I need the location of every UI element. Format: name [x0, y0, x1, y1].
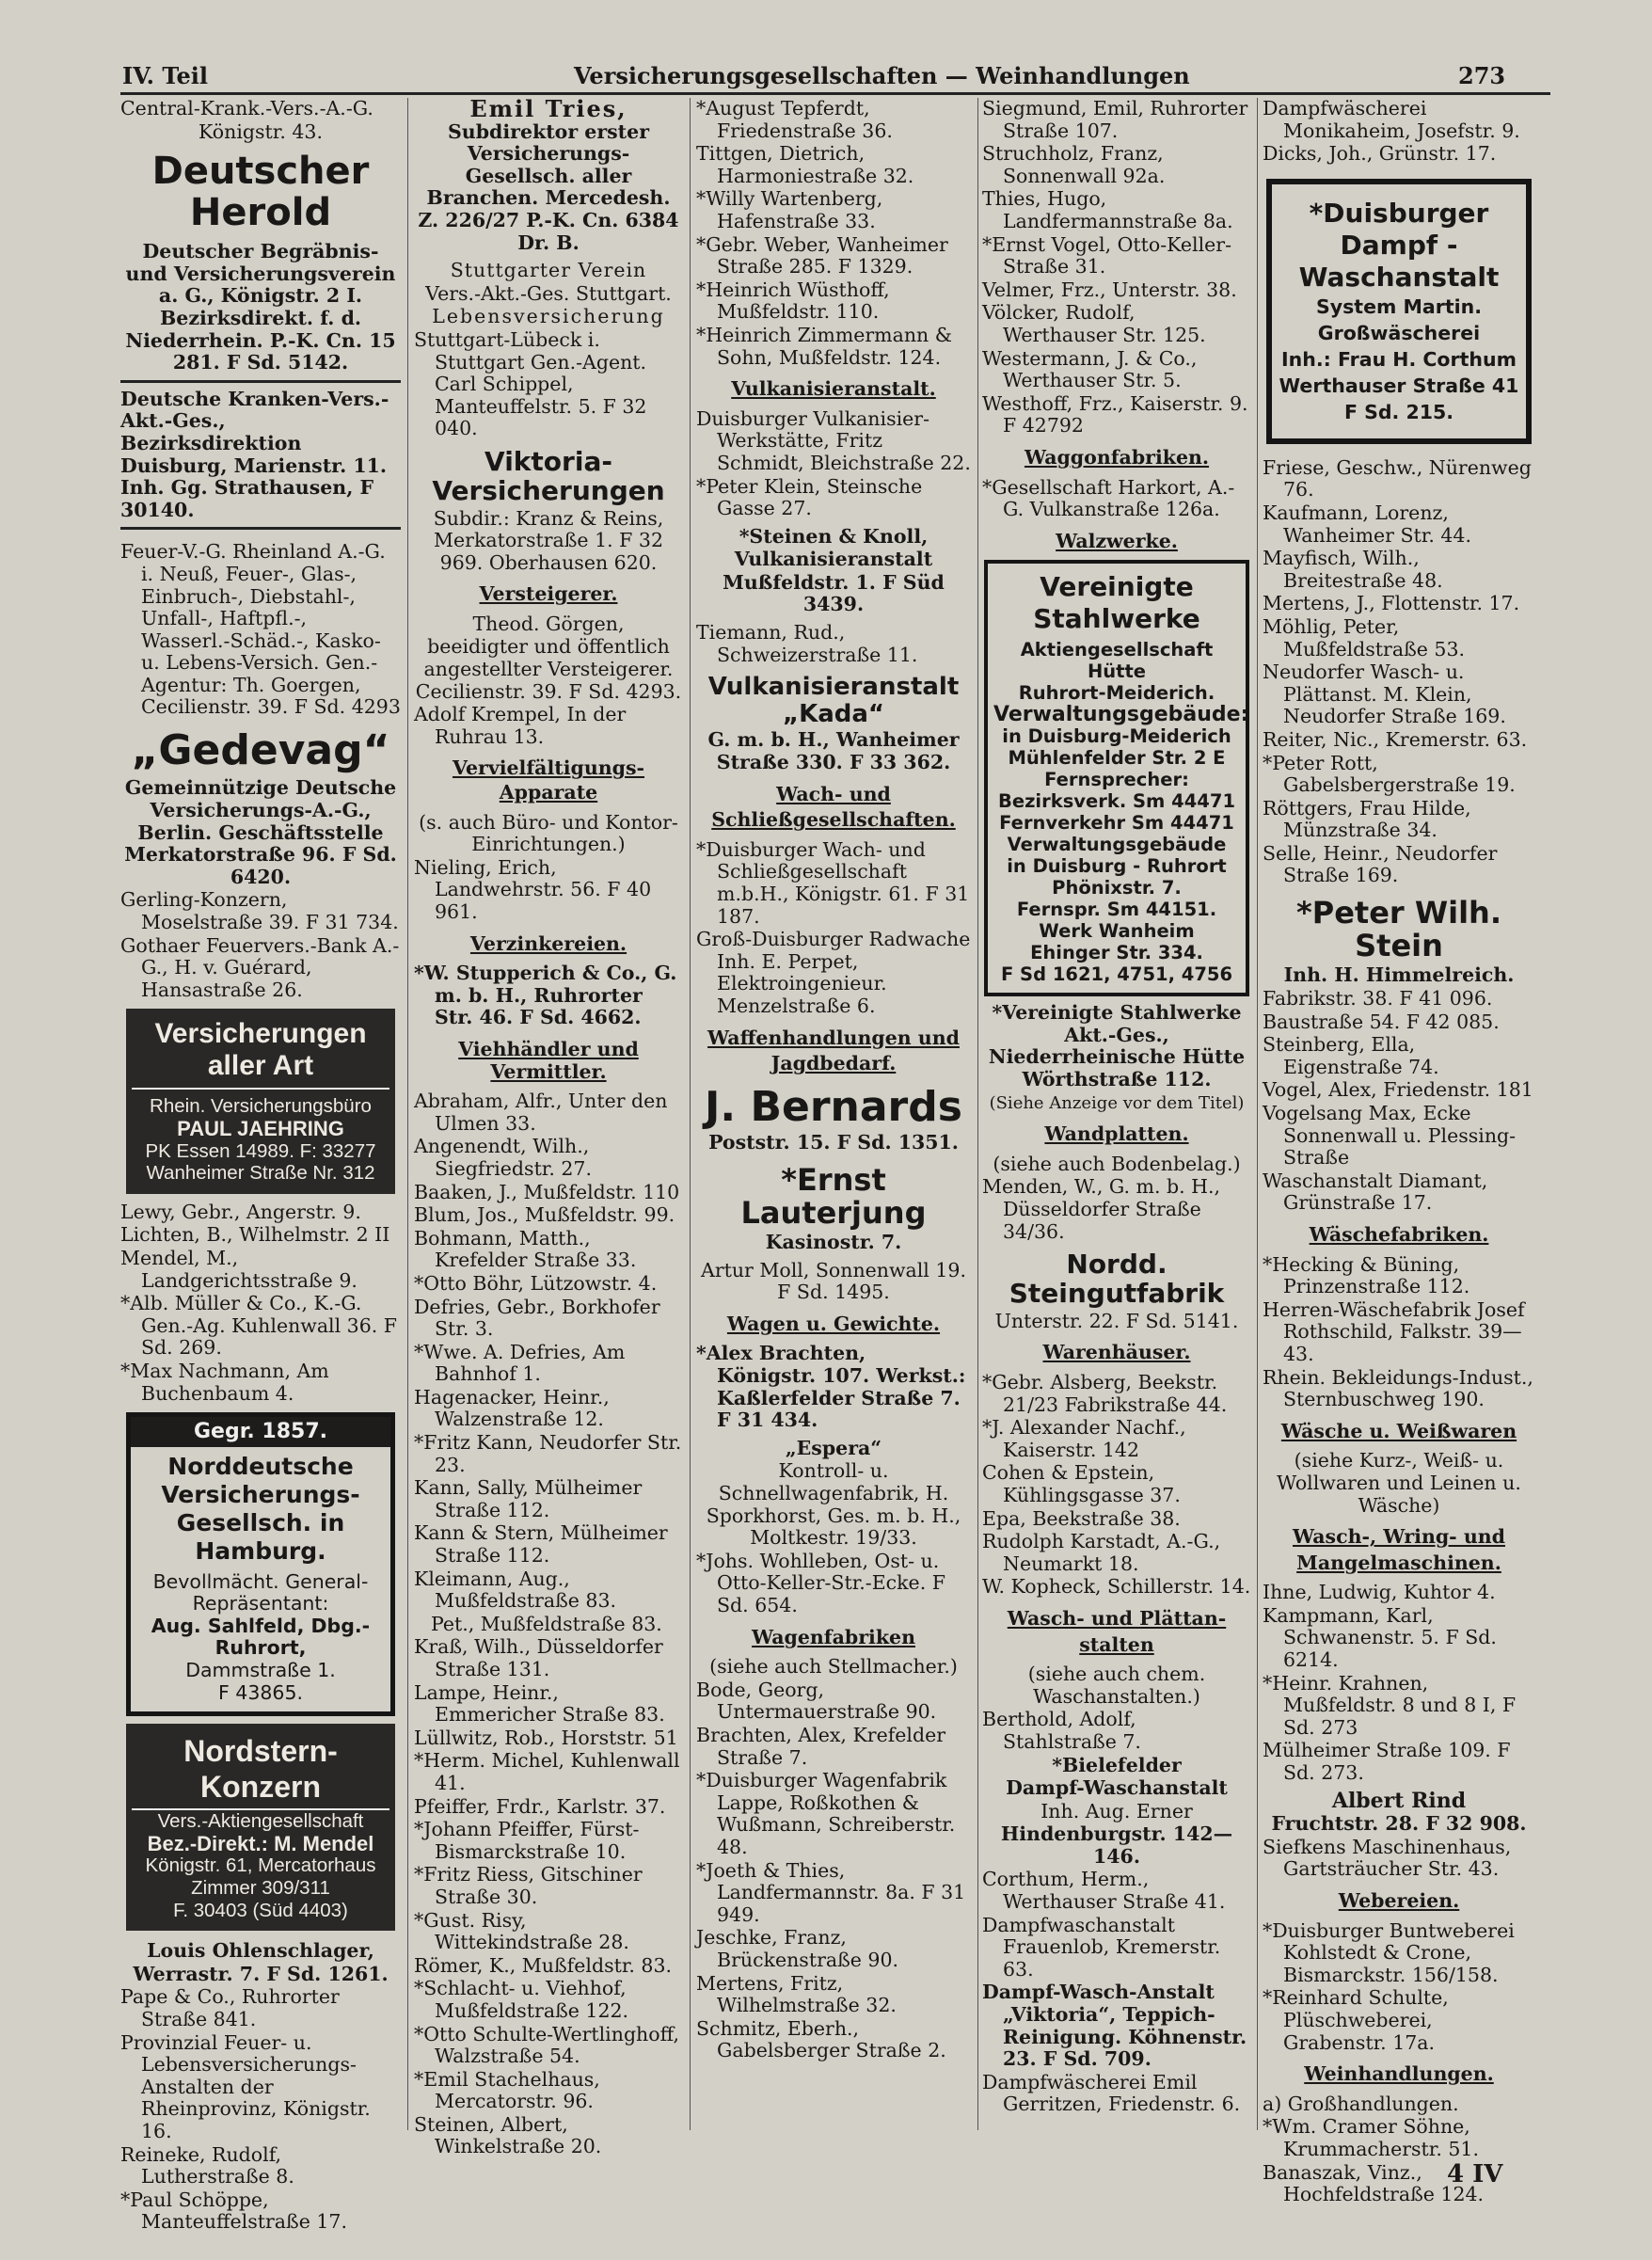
listing: Abraham, Alfr., Unter den Ulmen 33.	[414, 1090, 668, 1135]
listing: Hagenacker, Heinr., Walzenstraße 12.	[414, 1385, 610, 1431]
section-heading: Webereien.	[1338, 1889, 1460, 1912]
listing: Werrastr. 7. F Sd. 1261.	[133, 1962, 389, 1985]
advert-duisburger-dampf-waschanstalt	[1266, 179, 1532, 444]
listing: Steinberg, Ella, Eigenstraße 74.	[1263, 1033, 1439, 1078]
section-heading: Apparate	[499, 781, 598, 804]
ad-line: Hütte	[1087, 660, 1147, 683]
ad-line: Bez.-Direkt.: M. Mendel	[147, 1831, 374, 1855]
ad-text: Gemeinnützige Deutsche Versicherungs-A.-G., Berlin. Geschäftsstelle Merkatorstraße 96. F Sd. 6420.	[124, 776, 397, 888]
column-divider	[977, 98, 978, 2130]
listing: Vulkanisieranstalt	[734, 548, 933, 571]
section-heading: Wach- und	[776, 782, 891, 805]
ad-line: F Sd. 215.	[1343, 400, 1454, 423]
section-heading: Jagdbedarf.	[770, 1052, 897, 1075]
listing: *Johs. Wohlleben, Ost- u. Otto-Keller-Str.-Ecke. F Sd. 654.	[696, 1549, 945, 1617]
listing: Vogelsang Max, Ecke Sonnenwall u. Plessing-Straße	[1263, 1102, 1517, 1170]
header-rule	[120, 92, 1550, 95]
ad-line: Zimmer 309/311	[191, 1877, 330, 1900]
listing: Kleimann, Aug., Mußfeldstraße 83.	[414, 1567, 617, 1613]
listing: Baaken, J., Mußfeldstr. 110	[414, 1180, 680, 1203]
section-heading: Wäsche u. Weißwaren	[1280, 1419, 1517, 1442]
listing: *Peter Klein, Steinsche Gasse 27.	[696, 474, 923, 520]
running-header	[122, 62, 1524, 92]
listing: Hindenburgstr. 142—146.	[1000, 1822, 1233, 1868]
ad-heading: *Ernst Lauterjung	[740, 1161, 927, 1231]
listing: *Peter Rott, Gabelsbergerstraße 19.	[1263, 751, 1516, 797]
listing: a) Großhandlungen.	[1263, 2092, 1459, 2115]
listing: *Otto Böhr, Lützowstr. 4.	[414, 1271, 658, 1295]
column-2	[414, 95, 683, 2168]
listing: *Duisburger Buntweberei Kohlstedt & Crone, Bismarckstr. 156/158.	[1263, 1918, 1515, 1986]
ad-line: Bevollmächt. General-Repräsentant:	[152, 1569, 369, 1615]
ad-title: Dampf - Waschanstalt	[1298, 229, 1500, 293]
listing: *Reinhard Schulte, Plüschweberei, Grabenstr. 17a.	[1263, 1986, 1449, 2054]
listing: Neudorfer Wasch- u. Plättanst. M. Klein, Neudorfer Straße 169.	[1263, 660, 1506, 728]
listing: Mayfisch, Wilh., Breitestraße 48.	[1263, 547, 1443, 592]
ad-line: Fernspr. Sm 44151.	[1016, 899, 1217, 921]
column-divider	[690, 98, 691, 2130]
listing: Provinzial Feuer- u. Lebensversicherungs-Anstalten der Rheinprovinz, Königstr. 16.	[120, 2030, 371, 2142]
listing: Duisburger Vulkanisier-Werkstätte, Fritz Schmidt, Bleichstraße 22.	[696, 406, 971, 474]
listing: Defries, Gebr., Borkhofer Str. 3.	[414, 1295, 660, 1341]
ad-heading: „Espera“	[785, 1436, 882, 1459]
listing: *J. Alexander Nachf., Kaiserstr. 142	[982, 1416, 1186, 1461]
listing: Mendel, M., Landgerichtsstraße 9.	[120, 1246, 357, 1292]
ad-line: in Duisburg - Ruhrort	[1007, 855, 1227, 878]
ad-line: Mühlenfelder Str. 2 E	[1008, 747, 1226, 770]
listing: Adolf Krempel, In der Ruhrau 13.	[414, 703, 627, 748]
listing: Thies, Hugo, Landfermannstraße 8a.	[982, 187, 1233, 232]
ad-text: Deutscher Begräbnis- und Versicherungsverein a. G., Königstr. 2 I. Bezirksdirekt. f. d. Niederrhein. P.-K. Cn. 15 281. F Sd. 5142.	[125, 240, 396, 374]
listing: Pet., Mußfeldstraße 83.	[431, 1612, 662, 1635]
listing: Mußfeldstr. 1. F Süd 3439.	[723, 570, 945, 616]
ad-line: Großwäscherei	[1317, 321, 1481, 344]
listing: Dicks, Joh., Grünstr. 17.	[1263, 142, 1497, 166]
listing: Reiter, Nic., Kremerstr. 63.	[1263, 727, 1528, 751]
listing: Lampe, Heinr., Emmericher Straße 83.	[414, 1680, 665, 1727]
advert-norddeutsche	[126, 1412, 395, 1716]
advert-vereinigte-stahlwerke	[984, 560, 1249, 996]
section-note: (siehe auch Bodenbelag.)	[993, 1152, 1241, 1175]
listing: Rudolph Karstadt, A.-G., Neumarkt 18.	[982, 1530, 1221, 1575]
listing: Waschanstalt Diamant, Grünstraße 17.	[1263, 1169, 1488, 1215]
listing: Steinen, Albert, Winkelstraße 20.	[414, 2112, 602, 2158]
ad-line: Werk Wanheim	[1039, 920, 1195, 943]
listing: Herren-Wäschefabrik Josef Rothschild, Falkstr. 39—43.	[1263, 1297, 1525, 1365]
listing: *Max Nachmann, Am Buchenbaum 4.	[120, 1359, 329, 1405]
ad-line: Dammstraße 1.	[185, 1659, 336, 1682]
listing: Lichten, B., Wilhelmstr. 2 II	[120, 1223, 390, 1247]
ad-line: PK Essen 14989. F: 33277	[145, 1139, 376, 1162]
ad-line: Aktiengesellschaft	[1020, 639, 1214, 661]
section-heading: stalten	[1079, 1632, 1154, 1656]
listing: Central-Krank.-Vers.-A.-G.	[120, 97, 373, 119]
ad-text: Subdirektor erster Versicherungs-Gesellsch. aller Branchen. Mercedesh. Z. 226/27 P.-K. Cn. 6384 Dr. B.	[418, 119, 679, 254]
listing: *Steinen & Knoll,	[739, 524, 929, 548]
ad-line: Werthauser Straße 41	[1279, 374, 1519, 397]
ad-heading: Viktoria-Versicherungen	[432, 445, 665, 506]
section-note: (s. auch Büro- und Kontor-Einrichtungen.)	[419, 810, 678, 856]
section-note: (siehe auch Stellmacher.)	[709, 1655, 958, 1679]
listing: Groß-Duisburger Radwache Inh. E. Perpet, Elektroingenieur. Menzelstraße 6.	[696, 928, 971, 1017]
ad-line: PAUL JAEHRING	[177, 1116, 344, 1140]
part-label: IV. Teil	[122, 62, 208, 89]
ad-heading: „Gedevag“	[131, 726, 390, 775]
listing: *Joeth & Thies, Landfermannstr. 8a. F 31 949.	[696, 1858, 966, 1926]
section-heading: Schließgesellschaften.	[711, 808, 956, 832]
listing: *Otto Schulte-Wertlinghoff, Walzstraße 54.	[414, 2022, 679, 2068]
listing: *Johann Pfeiffer, Fürst-Bismarckstraße 10.	[414, 1818, 640, 1863]
section-heading: Verzinkereien.	[469, 931, 627, 955]
section-heading: Vervielfältigungs-	[452, 756, 645, 780]
listing: *Gebr. Weber, Wanheimer Straße 285. F 1329.	[696, 232, 948, 279]
listing: *Gebr. Alsberg, Beekstr. 21/23 Fabrikstraße 44.	[982, 1371, 1228, 1416]
listing: *Paul Schöppe, Manteuffelstraße 17.	[120, 2188, 347, 2234]
section-heading: Walzwerke.	[1056, 529, 1178, 552]
ad-line: Ehinger Str. 334.	[1030, 942, 1203, 964]
ad-heading: J. Bernards	[705, 1082, 962, 1131]
listing: Rhein. Bekleidungs-Indust., Sternbuschweg 190.	[1263, 1365, 1533, 1411]
listing: Siefkens Maschinenhaus, Gartsträucher Str. 43.	[1263, 1835, 1512, 1881]
listing: Stuttgart-Lübeck i. Stuttgart Gen.-Agent. Carl Schippel, Manteuffelstr. 5. F 32 040.	[414, 327, 647, 440]
listing: Epa, Beekstraße 38.	[982, 1506, 1181, 1530]
listing: *Heinrich Wüsthoff, Mußfeldstr. 110.	[696, 278, 890, 324]
page-number: 273	[1458, 62, 1506, 89]
section-heading: Warenhäuser.	[1042, 1341, 1191, 1364]
listing: *Heinrich Zimmermann & Sohn, Mußfeldstr. 124.	[696, 323, 953, 369]
ad-line: System Martin.	[1315, 294, 1483, 318]
ad-line: F 43865.	[217, 1680, 304, 1704]
listing: *Heinr. Krahnen, Mußfeldstr. 8 und 8 I, F Sd. 273	[1263, 1671, 1517, 1739]
section-heading: Wasch-, Wring- und	[1293, 1525, 1505, 1549]
ad-heading: Vulkanisieranstalt „Kada“	[707, 673, 960, 728]
ad-heading: Deutscher Herold	[151, 150, 370, 235]
listing: *August Tepferdt, Friedenstraße 36.	[696, 97, 893, 142]
section-heading: Wagenfabriken	[752, 1625, 915, 1648]
listing: Artur Moll, Sonnenwall 19. F Sd. 1495.	[701, 1258, 966, 1304]
listing: *Alex Brachten, Königstr. 107. Werkst.: Kaßlerfelder Straße 7. F 31 434.	[696, 1342, 966, 1432]
ad-line: Vers.-Aktiengesellschaft	[157, 1810, 364, 1833]
listing: Röttgers, Frau Hilde, Münzstraße 34.	[1263, 796, 1471, 842]
page-heading: Versicherungsgesellschaften — Weinhandlungen	[574, 62, 1190, 89]
listing: Königstr. 43.	[199, 119, 323, 143]
listing: Dampfwäscherei Monikaheim, Josefstr. 9.	[1263, 97, 1520, 142]
listing: *Herm. Michel, Kuhlenwall 41.	[414, 1749, 680, 1794]
listing: Fabrikstr. 38. F 41 096.	[1263, 987, 1493, 1011]
ad-title: Versicherungen aller Art	[132, 1018, 389, 1090]
ad-line: Verwaltungsgebäude	[1007, 834, 1227, 856]
listing: Brachten, Alex, Krefelder Straße 7.	[696, 1723, 946, 1769]
ad-text: G. m. b. H., Wanheimer Straße 330. F 33 362.	[707, 728, 960, 774]
section-heading: Wasch- und Plättan-	[1007, 1606, 1227, 1630]
listing: Lüllwitz, Rob., Horststr. 51	[414, 1726, 678, 1749]
ad-line: Aug. Sahlfeld, Dbg.-Ruhrort,	[151, 1614, 371, 1660]
column-divider	[1257, 98, 1258, 2130]
advert-nordstern	[126, 1724, 395, 1931]
section-heading: Weinhandlungen.	[1304, 2062, 1494, 2086]
ad-line: Phönixstr. 7.	[1052, 877, 1182, 899]
ad-line: F. 30403 (Süd 4403)	[173, 1899, 348, 1921]
listing: Kaufmann, Lorenz, Wanheimer Str. 44.	[1263, 501, 1471, 547]
listing: Kann, Sally, Mülheimer Straße 112.	[414, 1476, 643, 1521]
listing: Stuttgarter Verein	[450, 259, 647, 282]
listing: Kraß, Wilh., Düsseldorfer Straße 131.	[414, 1635, 663, 1680]
listing: Inh. Aug. Erner	[1040, 1799, 1193, 1822]
ad-line: Fernsprecher:	[1044, 769, 1189, 791]
listing: Banaszak, Vinz., Hochfeldstraße 124.	[1263, 2160, 1485, 2206]
listing: *Duisburger Wach- und Schließgesellschaft m.b.H., Königstr. 61. F 31 187.	[696, 837, 970, 928]
section-heading: Waggonfabriken.	[1024, 445, 1210, 469]
listing: Vers.-Akt.-Ges. Stuttgart.	[425, 281, 672, 305]
advert-jaehring	[126, 1009, 395, 1193]
listing: *Gesellschaft Harkort, A.-G. Vulkanstraße 126a.	[982, 475, 1235, 521]
ad-text: Kasinostr. 7.	[765, 1231, 902, 1254]
listing: Gothaer Feuervers.-Bank A.-G., H. v. Guérard, Hansastraße 26.	[120, 933, 400, 1001]
listing: *Fritz Riess, Gitschiner Straße 30.	[414, 1863, 643, 1908]
listing: *Bielefelder	[1052, 1753, 1182, 1776]
section-heading: Waffenhandlungen und	[707, 1026, 960, 1049]
section-note: (siehe Kurz-, Weiß- u. Wollwaren und Leinen u. Wäsche)	[1277, 1449, 1521, 1517]
ad-text: Subdir.: Kranz & Reins, Merkatorstraße 1. F 32 969. Oberhausen 620.	[433, 506, 664, 574]
column-4	[982, 98, 1251, 2168]
listing: *Wm. Cramer Söhne, Krummacherstr. 51.	[1263, 2115, 1479, 2160]
section-heading: Wandplatten.	[1044, 1122, 1189, 1146]
listing: Tittgen, Dietrich, Harmoniestraße 32.	[696, 142, 914, 187]
listing: Schmitz, Eberh., Gabelsberger Straße 2.	[696, 2016, 946, 2062]
listing: Kampmann, Karl, Schwanenstr. 5. F Sd. 6214.	[1263, 1603, 1497, 1672]
listing: Bode, Georg, Untermauerstraße 90.	[696, 1678, 937, 1724]
ad-line: Bezirksverk. Sm 44471	[997, 790, 1236, 813]
listing: Pape & Co., Ruhrorter Straße 841.	[120, 1985, 340, 2031]
ad-line: Rhein. Versicherungsbüro	[150, 1095, 372, 1118]
ad-line: Inh.: Frau H. Corthum	[1281, 347, 1517, 371]
listing: Theod. Görgen,	[472, 612, 625, 635]
listing: Reineke, Rudolf, Lutherstraße 8.	[120, 2142, 294, 2188]
listing: Mertens, Fritz, Wilhelmstraße 32.	[696, 1971, 897, 2017]
ad-line: Ruhrort-Meiderich.	[1018, 682, 1215, 705]
ad-heading: Emil Tries,	[469, 95, 627, 122]
listing: *Gust. Risy, Wittekindstraße 28.	[414, 1908, 629, 1954]
section-heading: Mangelmaschinen.	[1296, 1551, 1501, 1574]
listing: Struchholz, Franz, Sonnenwall 92a.	[982, 142, 1166, 187]
listing: Möhlig, Peter, Mußfeldstraße 53.	[1263, 614, 1466, 660]
ad-line: F Sd 1621, 4751, 4756	[1000, 963, 1233, 986]
listing: Siegmund, Emil, Ruhrorter Straße 107.	[982, 97, 1248, 142]
ad-title: Nordstern-Konzern	[132, 1733, 389, 1810]
listing: Cohen & Epstein, Kühlingsgasse 37.	[982, 1461, 1181, 1506]
listing: Gerling-Konzern, Moselstraße 39. F 31 734.	[120, 888, 399, 934]
listing: Blum, Jos., Mußfeldstr. 99.	[414, 1203, 675, 1227]
section-note: (siehe auch chem. Waschanstalten.)	[1027, 1663, 1206, 1708]
listing: Ihne, Ludwig, Kuhtor 4.	[1263, 1581, 1496, 1604]
ad-heading: *Peter Wilh. Stein	[1296, 895, 1501, 964]
listing: *Emil Stachelhaus, Mercatorstr. 96.	[414, 2067, 600, 2113]
listing: *Vereinigte Stahlwerke Akt.-Ges., Niederrheinische Hütte Wörthstraße 112.	[988, 1001, 1246, 1091]
listing: *Duisburger Wagenfabrik Lappe, Roßkothen & Wußmann, Schreiberstr. 48.	[696, 1769, 956, 1858]
listing: Louis Ohlenschlager,	[147, 1939, 374, 1963]
listing: Bohmann, Matth., Krefelder Straße 33.	[414, 1226, 637, 1272]
listing: Westhoff, Frz., Kaiserstr. 9. F 42792	[982, 391, 1248, 438]
section-note: (Siehe Anzeige vor dem Titel)	[989, 1092, 1245, 1113]
ad-title: Norddeutsche Versicherungs-Gesellsch. in Hamburg.	[161, 1452, 360, 1565]
listing: Völcker, Rudolf, Werthauser Str. 125.	[982, 301, 1206, 346]
listing: Nieling, Erich, Landwehrstr. 56. F 40 961.	[414, 855, 652, 923]
listing: Dampfwaschanstalt Frauenlob, Kremerstr. 63.	[982, 1913, 1221, 1981]
ad-line: Fernverkehr Sm 44471	[999, 812, 1234, 835]
listing: Pfeiffer, Frdr., Karlstr. 37.	[414, 1794, 666, 1818]
listing: beeidigter und öffentlich angestellter Versteigerer. Cecilienstr. 39. F Sd. 4293.	[415, 635, 682, 703]
listing: Dampfwäscherei Emil Gerritzen, Friedenstr. 6.	[982, 2070, 1241, 2116]
listing: *Ernst Vogel, Otto-Keller-Straße 31.	[982, 232, 1232, 279]
listing: Corthum, Herm., Werthauser Straße 41.	[982, 1868, 1226, 1914]
listing: Jeschke, Franz, Brückenstraße 90.	[696, 1926, 899, 1971]
section-heading: Wäschefabriken.	[1309, 1222, 1489, 1246]
listing: Tiemann, Rud., Schweizerstraße 11.	[696, 621, 918, 666]
section-heading: Vulkanisieranstalt.	[731, 377, 936, 401]
listing: W. Kopheck, Schillerstr. 14.	[982, 1575, 1251, 1599]
ad-line: Verwaltungsgebäude:	[993, 703, 1249, 727]
section-heading: Versteigerer.	[479, 582, 618, 606]
listing: Lewy, Gebr., Angerstr. 9.	[120, 1200, 361, 1223]
listing: Selle, Heinr., Neudorfer Straße 169.	[1263, 841, 1498, 887]
ad-title: Vereinigte Stahlwerke	[1033, 571, 1200, 635]
listing: *Fritz Kann, Neudorfer Str. 23.	[414, 1431, 682, 1476]
listing: Angenendt, Wilh., Siegfriedstr. 27.	[414, 1135, 592, 1180]
listing: Albert Rind	[1331, 1788, 1467, 1813]
listing: Vogel, Alex, Friedenstr. 181	[1263, 1078, 1533, 1102]
listing: Lebensversicherung	[432, 305, 665, 328]
listing: *Willy Wartenberg, Hafenstraße 33.	[696, 187, 883, 232]
listing: *Schlacht- u. Viehhof, Mußfeldstraße 122.	[414, 1977, 629, 2022]
signature-mark: 4 IV	[1447, 2160, 1503, 2188]
listing: *Wwe. A. Defries, Am Bahnhof 1.	[414, 1340, 626, 1386]
ad-line: in Duisburg-Meiderich	[1002, 725, 1231, 748]
listing: Velmer, Frz., Unterstr. 38.	[982, 278, 1237, 301]
listing: Kontroll- u. Schnellwagenfabrik, H. Sporkhorst, Ges. m. b. H., Moltkestr. 19/33.	[706, 1459, 961, 1550]
ad-text: Poststr. 15. F Sd. 1351.	[708, 1131, 959, 1154]
listing: Menden, W., G. m. b. H., Düsseldorfer Straße 34/36.	[982, 1175, 1221, 1243]
listing: Feuer-V.-G. Rheinland A.-G. i. Neuß, Feuer-, Glas-, Einbruch-, Diebstahl-, Unfall-, Haftpfl.-, Wasserl.-Schäd.-, Kasko- u. Lebens-Versich. Gen.-Agentur: Th. Goergen, Cecilienstr. 39. F Sd. 4293	[120, 540, 401, 719]
listing: *W. Stupperich & Co., G. m. b. H., Ruhrorter Str. 46. F Sd. 4662.	[414, 962, 677, 1029]
ad-line: Gegr. 1857.	[131, 1417, 390, 1447]
listing: Baustraße 54. F 42 085.	[1263, 1010, 1500, 1033]
listing: *Hecking & Büning, Prinzenstraße 112.	[1263, 1252, 1470, 1298]
listing: Dampf-Waschanstalt	[1006, 1776, 1228, 1800]
listing: Fruchtstr. 28. F 32 908.	[1271, 1812, 1527, 1836]
listing: Berthold, Adolf, Stahlstraße 7.	[982, 1708, 1141, 1753]
ad-line: Königstr. 61, Mercatorhaus	[145, 1854, 376, 1877]
listing: Mülheimer Straße 109. F Sd. 273.	[1263, 1739, 1511, 1785]
listing: Kann & Stern, Mülheimer Straße 112.	[414, 1521, 668, 1568]
listing: Deutsche Kranken-Vers.-Akt.-Ges., Bezirksdirektion Duisburg, Marienstr. 11. Inh. Gg. Strathausen, F 30140.	[120, 387, 389, 521]
listing: Mertens, J., Flottenstr. 17.	[1263, 592, 1520, 615]
listing: Dampf-Wasch-Anstalt „Viktoria“, Teppich-Reinigung. Köhnenstr. 23. F Sd. 709.	[982, 1981, 1247, 2071]
column-3	[696, 98, 971, 2168]
ad-line: Wanheimer Straße Nr. 312	[146, 1162, 375, 1185]
column-1	[120, 97, 401, 2234]
listing: Römer, K., Mußfeldstr. 83.	[414, 1953, 673, 1977]
section-heading: Wagen u. Gewichte.	[726, 1312, 941, 1335]
ad-line: *Duisburger	[1309, 197, 1489, 229]
listing: Friese, Geschw., Nürenweg 76.	[1263, 455, 1532, 501]
ad-text: Inh. H. Himmelreich.	[1283, 963, 1515, 987]
ad-text: Unterstr. 22. F Sd. 5141.	[994, 1309, 1239, 1332]
column-divider	[407, 98, 408, 2130]
section-heading: Viehhändler und Vermittler.	[458, 1037, 639, 1083]
listing: Westermann, J. & Co., Werthauser Str. 5.	[982, 346, 1198, 392]
ad-heading: Nordd. Steingutfabrik	[1009, 1249, 1225, 1310]
listing: *Alb. Müller & Co., K.-G. Gen.-Ag. Kuhlenwall 36. F Sd. 269.	[120, 1292, 398, 1360]
